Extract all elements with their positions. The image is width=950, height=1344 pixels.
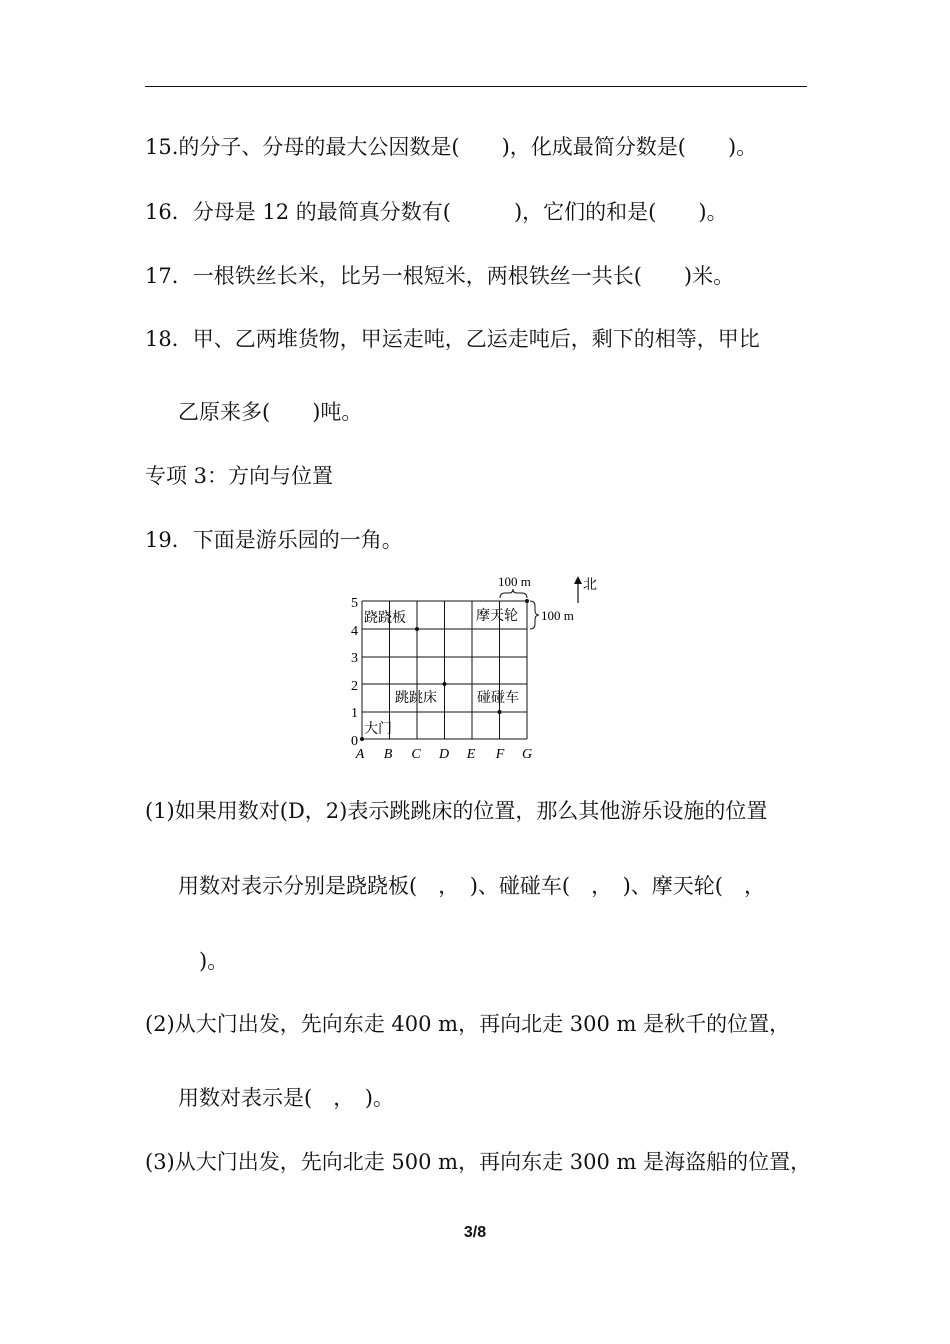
- x-tick-label: C: [411, 747, 421, 762]
- seesaw-label: 跷跷板: [364, 611, 406, 626]
- trampoline-label: 跳跳床: [395, 691, 437, 706]
- question-19-1-line-2: 用数对表示分别是跷跷板( ， )、碰碰车( ， )、摩天轮( ，: [178, 874, 765, 898]
- question-17: 17．一根铁丝长米，比另一根短米，两根铁丝一共长( )米。: [145, 264, 735, 288]
- gate-point: [360, 737, 364, 741]
- trampoline-point: [443, 682, 447, 686]
- x-tick-label: F: [495, 747, 505, 762]
- gate-label: 大门: [364, 722, 392, 737]
- question-19: 19．下面是游乐园的一角。: [145, 528, 403, 552]
- question-18-line-1: 18．甲、乙两堆货物，甲运走吨，乙运走吨后，剩下的相等，甲比: [145, 327, 760, 351]
- north-arrow-icon: [574, 576, 582, 584]
- question-19-1-line-1: (1)如果用数对(D，2)表示跳跳床的位置，那么其他游乐设施的位置: [145, 799, 768, 823]
- y-tick-label: 1: [351, 706, 358, 721]
- page-number: 3/8: [463, 1224, 487, 1241]
- question-19-3-line-1: (3)从大门出发，先向北走 500 m，再向东走 300 m 是海盗船的位置，: [145, 1150, 812, 1174]
- question-19-1-line-3: )。: [178, 949, 229, 973]
- header-rule: [145, 86, 807, 87]
- section-title-3: 专项 3：方向与位置: [145, 464, 334, 488]
- question-16: 16．分母是 12 的最简真分数有( )，它们的和是( )。: [145, 200, 728, 224]
- vertical-scale-label: 100 m: [541, 608, 574, 623]
- x-tick-label: A: [355, 747, 365, 762]
- amusement-park-grid-map: [340, 570, 610, 762]
- question-19-2-line-1: (2)从大门出发，先向东走 400 m，再向北走 300 m 是秋千的位置，: [145, 1012, 791, 1036]
- question-18-line-2: 乙原来多( )吨。: [178, 400, 363, 424]
- question-15: 15.的分子、分母的最大公因数是( )，化成最简分数是( )。: [145, 135, 758, 159]
- bumper-cars-label: 碰碰车: [477, 691, 519, 706]
- bumper-cars-point: [498, 710, 502, 714]
- y-tick-label: 2: [351, 679, 358, 694]
- x-tick-label: D: [438, 747, 450, 762]
- y-tick-label: 0: [351, 734, 358, 749]
- horizontal-scale-label: 100 m: [498, 574, 531, 589]
- horizontal-scale-brace: [500, 589, 527, 598]
- north-label: 北: [583, 578, 597, 593]
- seesaw-point: [415, 627, 419, 631]
- ferris-wheel-label: 摩天轮: [476, 609, 518, 624]
- y-tick-label: 5: [351, 596, 358, 611]
- x-tick-label: B: [383, 747, 393, 762]
- y-tick-label: 3: [351, 651, 358, 666]
- vertical-scale-brace: [530, 601, 539, 629]
- x-tick-label: G: [521, 747, 533, 762]
- x-tick-label: E: [466, 747, 476, 762]
- y-tick-label: 4: [351, 624, 358, 639]
- ferris-wheel-point: [525, 599, 529, 603]
- question-19-2-line-2: 用数对表示是( ， )。: [178, 1086, 394, 1110]
